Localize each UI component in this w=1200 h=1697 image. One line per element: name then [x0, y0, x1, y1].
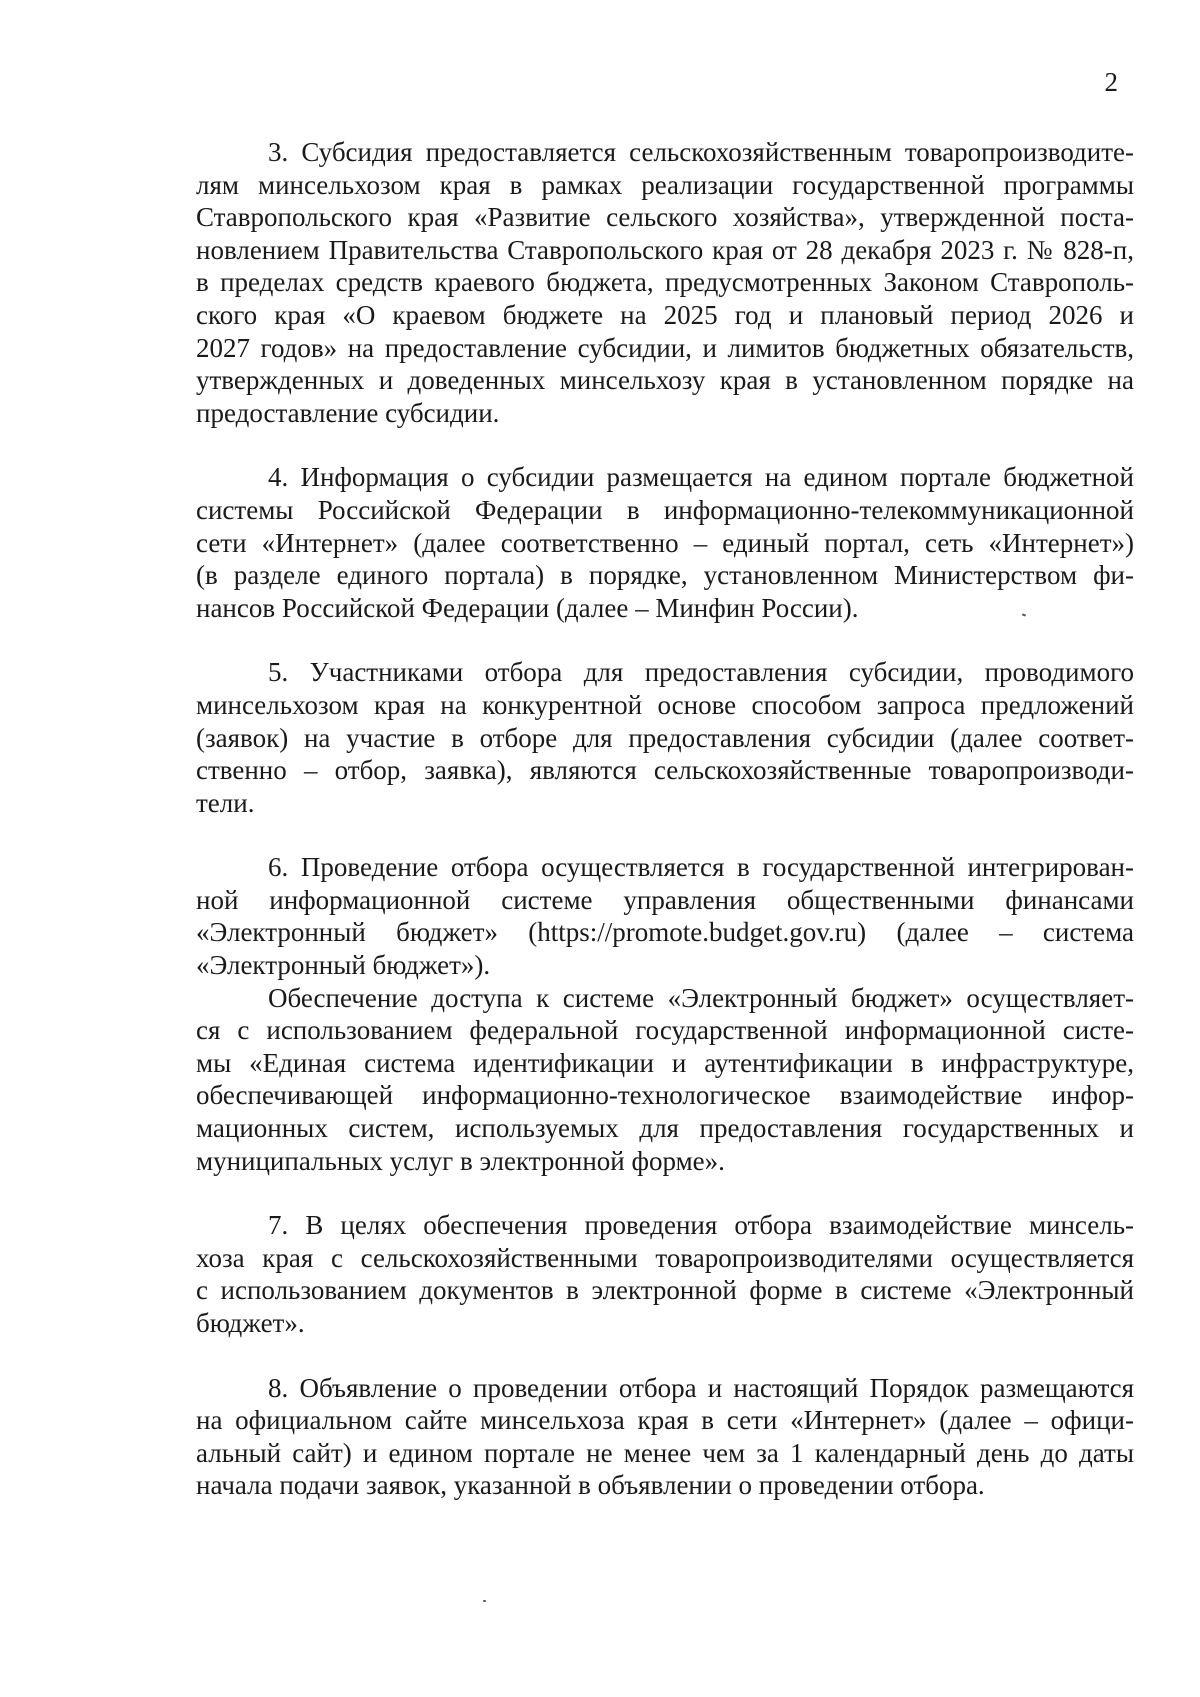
paragraph-line: мы «Единая система идентификации и аутентификации в инфраструктуре,	[196, 1047, 1134, 1078]
document-body	[196, 136, 1134, 1502]
paragraph-line: 4. Информация о субсидии размещается на едином портале бюджетной	[268, 462, 1134, 493]
paragraph-line: ся с использованием федеральной государственной информационной систе-	[196, 1015, 1134, 1046]
paragraph-line: (в разделе единого портала) в порядке, установленном Министерством фи-	[196, 560, 1134, 591]
paragraph-4	[196, 461, 1134, 624]
paragraph-5	[196, 656, 1134, 819]
scan-speck	[483, 1600, 486, 1602]
paragraph-line: 6. Проведение отбора осуществляется в государственной интегрирован-	[268, 852, 1134, 883]
paragraph-line: Обеспечение доступа к системе «Электронный бюджет» осуществляет-	[268, 982, 1134, 1013]
paragraph-8	[196, 1372, 1134, 1502]
paragraph-line: альный сайт) и едином портале не менее чем за 1 календарный день до даты	[196, 1437, 1134, 1468]
paragraph-3	[196, 136, 1134, 429]
paragraph-line: с использованием документов в электронной форме в системе «Электронный	[196, 1275, 1134, 1306]
paragraph-line: лям минсельхозом края в рамках реализации государственной программы	[196, 169, 1134, 200]
paragraph-line: ной информационной системе управления общественными финансами	[196, 884, 1134, 915]
paragraph-line: ственно – отбор, заявка), являются сельскохозяйственные товаропроизводи-	[196, 755, 1134, 786]
paragraph-line: нансов Российской Федерации (далее – Минфин России).	[196, 592, 859, 623]
paragraph-line: предоставление субсидии.	[196, 397, 500, 428]
paragraph-line: 7. В целях обеспечения проведения отбора взаимодействие минсель-	[268, 1210, 1134, 1241]
paragraph-line: новлением Правительства Ставропольского края от 28 декабря 2023 г. № 828-п,	[196, 234, 1134, 265]
paragraph-line: системы Российской Федерации в информационно-телекоммуникационной	[196, 494, 1134, 525]
paragraph-line: 2027 годов» на предоставление субсидии, и лимитов бюджетных обязательств,	[196, 332, 1134, 363]
paragraph-line: обеспечивающей информационно-технологическое взаимодействие инфор-	[196, 1080, 1134, 1111]
paragraph-line: сети «Интернет» (далее соответственно – единый портал, сеть «Интернет»)	[196, 527, 1134, 558]
paragraph-line: мационных систем, используемых для предоставления государственных и	[196, 1113, 1134, 1144]
paragraph-line: 8. Объявление о проведении отбора и настоящий Порядок размещаются	[268, 1372, 1134, 1403]
paragraph-6	[196, 851, 1134, 981]
paragraph-line: бюджет».	[196, 1308, 305, 1338]
paragraph-line: 5. Участниками отбора для предоставления субсидии, проводимого	[268, 657, 1134, 688]
paragraph-line: минсельхозом края на конкурентной основе способом запроса предложений	[196, 689, 1134, 720]
paragraph-line: 3. Субсидия предоставляется сельскохозяйственным товаропроизводите-	[268, 137, 1134, 167]
paragraph-6-continuation	[196, 982, 1134, 1178]
paragraph-line: Ставропольского края «Развитие сельского хозяйства», утвержденной поста-	[196, 202, 1134, 233]
paragraph-line: на официальном сайте минсельхоза края в сети «Интернет» (далее – офици-	[196, 1405, 1134, 1436]
paragraph-line: начала подачи заявок, указанной в объявлении о проведении отбора.	[196, 1470, 985, 1501]
paragraph-line: муниципальных услуг в электронной форме».	[196, 1145, 725, 1176]
paragraph-line: (заявок) на участие в отборе для предоставления субсидии (далее соответ-	[196, 722, 1134, 753]
paragraph-line: утвержденных и доведенных минсельхозу края в установленном порядке на	[196, 365, 1134, 396]
paragraph-line: хоза края с сельскохозяйственными товаропроизводителями осуществляется	[196, 1242, 1134, 1273]
page-number: 2	[1104, 67, 1118, 97]
paragraph-line: в пределах средств краевого бюджета, предусмотренных Законом Ставрополь-	[196, 267, 1134, 298]
paragraph-line: ского края «О краевом бюджете на 2025 год и плановый период 2026 и	[196, 299, 1134, 330]
paragraph-7	[196, 1209, 1134, 1339]
paragraph-line: «Электронный бюджет»).	[196, 950, 491, 981]
paragraph-line: «Электронный бюджет» (https://promote.budget.gov.ru) (далее – система	[196, 917, 1134, 948]
paragraph-line: тели.	[196, 787, 255, 818]
